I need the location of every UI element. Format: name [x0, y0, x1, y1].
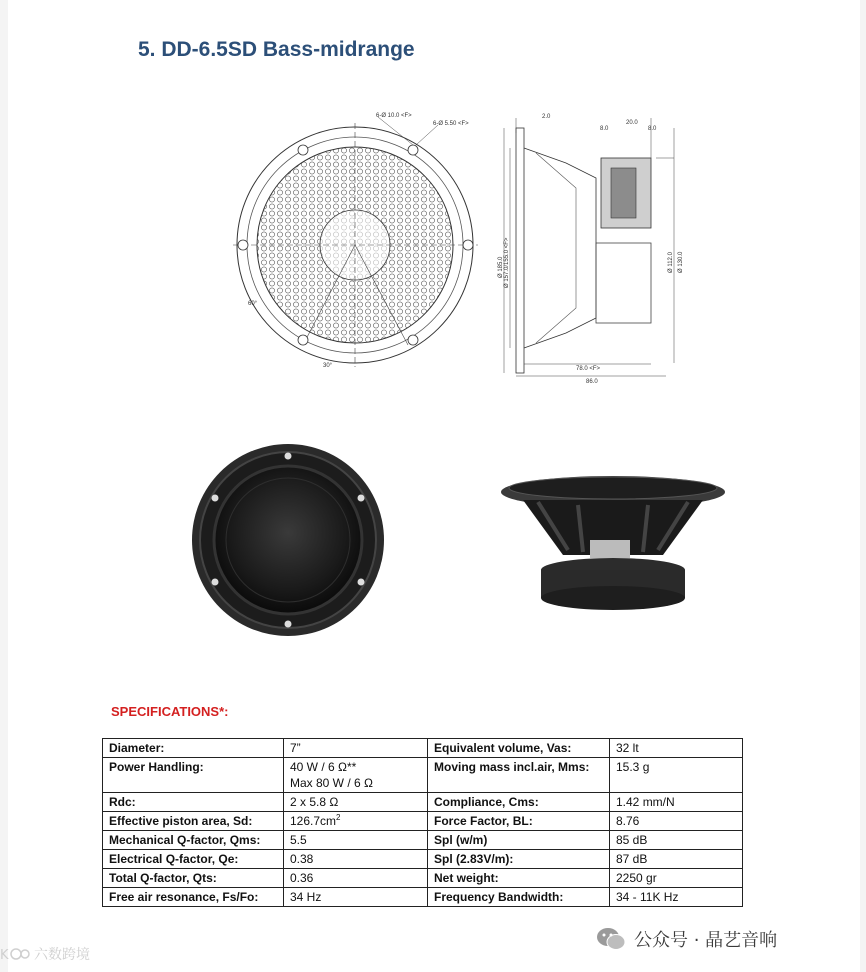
spec-value: 32 lt: [610, 739, 743, 758]
dim-label: Ø 157.0/155.0 <F>: [504, 237, 510, 288]
dim-label: Ø 130.0: [678, 251, 684, 273]
spec-label: Force Factor, BL:: [428, 812, 610, 831]
side-view-drawing: [496, 108, 686, 388]
spec-value: 1.42 mm/N: [610, 793, 743, 812]
spec-label: Net weight:: [428, 869, 610, 888]
spec-value: 34 - 11K Hz: [610, 888, 743, 907]
spec-label: Equivalent volume, Vas:: [428, 739, 610, 758]
wechat-icon: [596, 926, 626, 952]
table-row: [103, 758, 743, 793]
spec-value: 0.38: [284, 850, 428, 869]
spec-value-line: Max 80 W / 6 Ω: [290, 776, 373, 790]
dim-label: 6-Ø 5.50 <F>: [433, 121, 469, 127]
spec-label: Free air resonance, Fs/Fo:: [103, 888, 284, 907]
dim-label: 6-Ø 10.0 <F>: [376, 113, 412, 119]
watermark-right: [596, 926, 777, 952]
spec-value: 0.36: [284, 869, 428, 888]
front-view-drawing: [228, 105, 488, 385]
table-row: [103, 793, 743, 812]
dim-label: Ø 185.0: [498, 256, 504, 278]
spec-label: Effective piston area, Sd:: [103, 812, 284, 831]
spec-label: Rdc:: [103, 793, 284, 812]
dim-label: 78.0 <F>: [576, 366, 601, 372]
spec-label: Power Handling:: [103, 758, 284, 793]
spec-label: Moving mass incl.air, Mms:: [428, 758, 610, 793]
table-row: [103, 831, 743, 850]
spec-value: 34 Hz: [284, 888, 428, 907]
watermark-left-text: 六数跨境: [34, 947, 90, 963]
table-row: [103, 888, 743, 907]
spec-value: 85 dB: [610, 831, 743, 850]
spec-value: 15.3 g: [610, 758, 743, 793]
watermark-right-text: 公众号 · 晶艺音响: [634, 930, 778, 951]
specifications-table: [102, 738, 743, 907]
spec-label: Total Q-factor, Qts:: [103, 869, 284, 888]
spec-value: 2250 gr: [610, 869, 743, 888]
dim-label: 60°: [248, 301, 258, 307]
spec-label: Mechanical Q-factor, Qms:: [103, 831, 284, 850]
spec-value: [284, 812, 428, 831]
spec-value: 8.76: [610, 812, 743, 831]
dim-label: 20.0: [626, 120, 638, 126]
specifications-title: SPECIFICATIONS*:: [111, 704, 229, 719]
dim-label: 8.0: [600, 126, 609, 132]
superscript: 2: [336, 813, 341, 822]
spec-label: Spl (2.83V/m):: [428, 850, 610, 869]
dim-label: Ø 112.0: [668, 252, 674, 273]
spec-value: 5.5: [284, 831, 428, 850]
table-row: [103, 869, 743, 888]
spec-label: Frequency Bandwidth:: [428, 888, 610, 907]
dim-label: 30°: [323, 363, 333, 369]
spec-value: [284, 758, 428, 793]
dim-label: 2.0: [542, 114, 551, 120]
table-row: [103, 739, 743, 758]
svg-text:K: K: [0, 948, 9, 962]
watermark-logo-icon: [0, 946, 30, 962]
table-row: [103, 812, 743, 831]
watermark-left: [0, 944, 90, 964]
dim-label: 8.0: [648, 126, 657, 132]
page-title: 5. DD-6.5SD Bass-midrange: [138, 38, 415, 61]
spec-label: Diameter:: [103, 739, 284, 758]
table-row: [103, 850, 743, 869]
spec-value: 7”: [284, 739, 428, 758]
speaker-side-photo: [498, 470, 728, 620]
spec-value-text: 126.7cm: [290, 814, 337, 828]
spec-value: 87 dB: [610, 850, 743, 869]
spec-label: Spl (w/m): [428, 831, 610, 850]
spec-value: 2 x 5.8 Ω: [284, 793, 428, 812]
dim-label: 86.0: [586, 379, 598, 385]
document-page: [8, 0, 860, 972]
spec-label: Electrical Q-factor, Qe:: [103, 850, 284, 869]
speaker-front-photo: [188, 440, 388, 640]
spec-label: Compliance, Cms:: [428, 793, 610, 812]
spec-value-line: 40 W / 6 Ω**: [290, 760, 357, 774]
